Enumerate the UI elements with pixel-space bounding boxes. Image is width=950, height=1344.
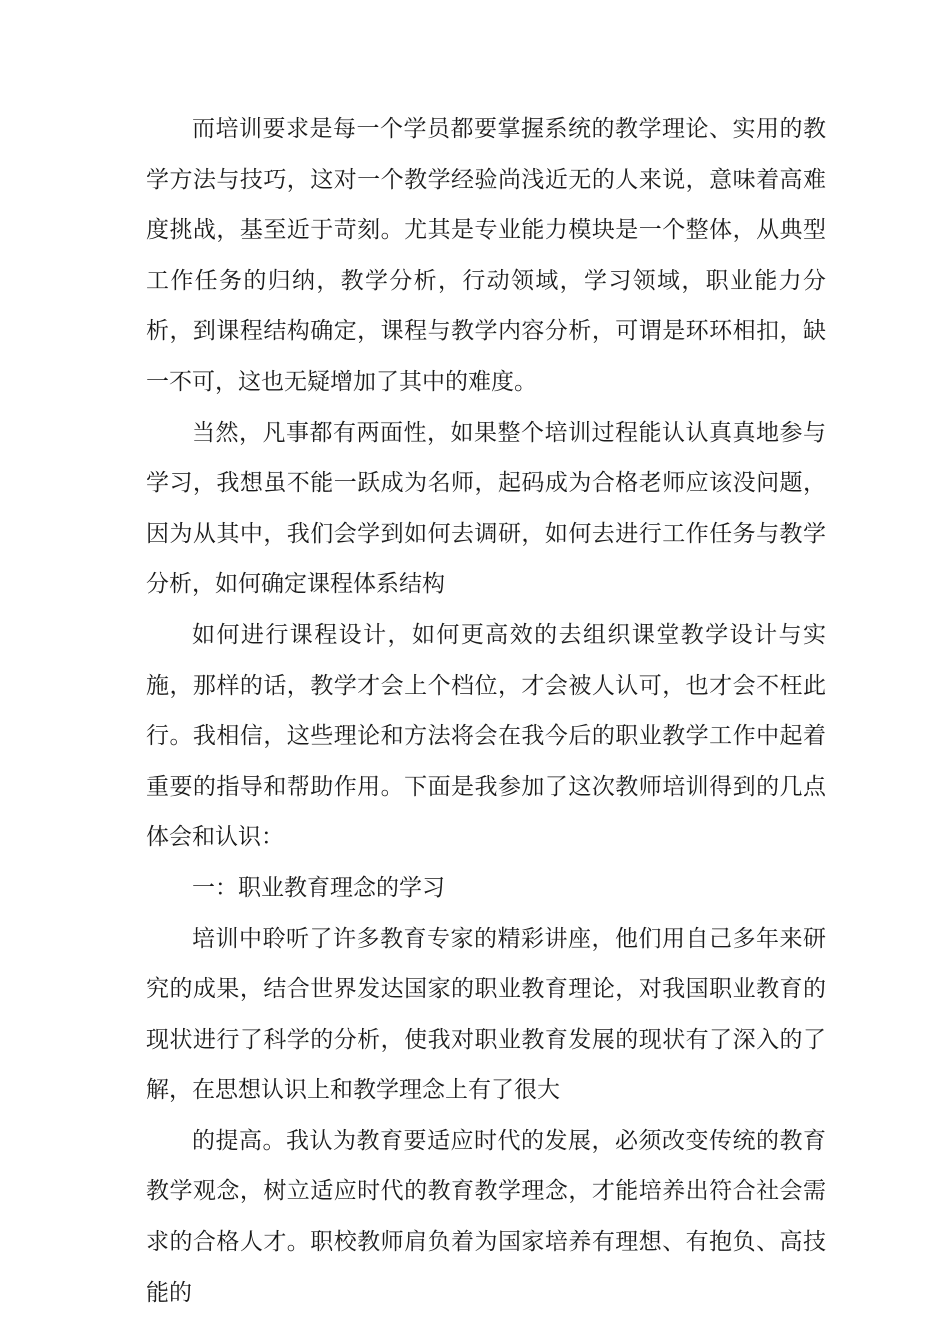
- paragraph-2: 当然，凡事都有两面性，如果整个培训过程能认认真真地参与学习，我想虽不能一跃成为名师，起码成为合格老师应该没问题，因为从其中，我们会学到如何去调研，如何去进行工作任务与教学分析，如何确定课程体系结构: [146, 419, 826, 598]
- section-heading: 一：职业教育理念的学习: [192, 874, 445, 901]
- paragraph-3: 如何进行课程设计，如何更高效的去组织课堂教学设计与实施，那样的话，教学才会上个档位，才会被人认可，也才会不枉此行。我相信，这些理论和方法将会在我今后的职业教学工作中起着重要的指导和帮助作用。下面是我参加了这次教师培训得到的几点体会和认识：: [146, 621, 826, 851]
- paragraph-1: 而培训要求是每一个学员都要掌握系统的教学理论、实用的教学方法与技巧，这对一个教学经验尚浅近无的人来说，意味着高难度挑战，基至近于苛刻。尤其是专业能力模块是一个整体，从典型工作任务的归纳，教学分析，行动领域，学习领域，职业能力分析，到课程结构确定，课程与教学内容分析，可谓是环环相扣，缺一不可，这也无疑增加了其中的难度。: [146, 116, 826, 395]
- paragraph-5: 的提高。我认为教育要适应时代的发展，必须改变传统的教育教学观念，树立适应时代的教育教学理念，才能培养出符合社会需求的合格人才。职校教师肩负着为国家培养有理想、有抱负、高技能的: [146, 1127, 826, 1306]
- body-text: [146, 104, 826, 1318]
- paragraph-4: 培训中聆听了许多教育专家的精彩讲座，他们用自己多年来研究的成果，结合世界发达国家的职业教育理论，对我国职业教育的现状进行了科学的分析，使我对职业教育发展的现状有了深入的了解，在思想认识上和教学理念上有了很大: [146, 925, 826, 1104]
